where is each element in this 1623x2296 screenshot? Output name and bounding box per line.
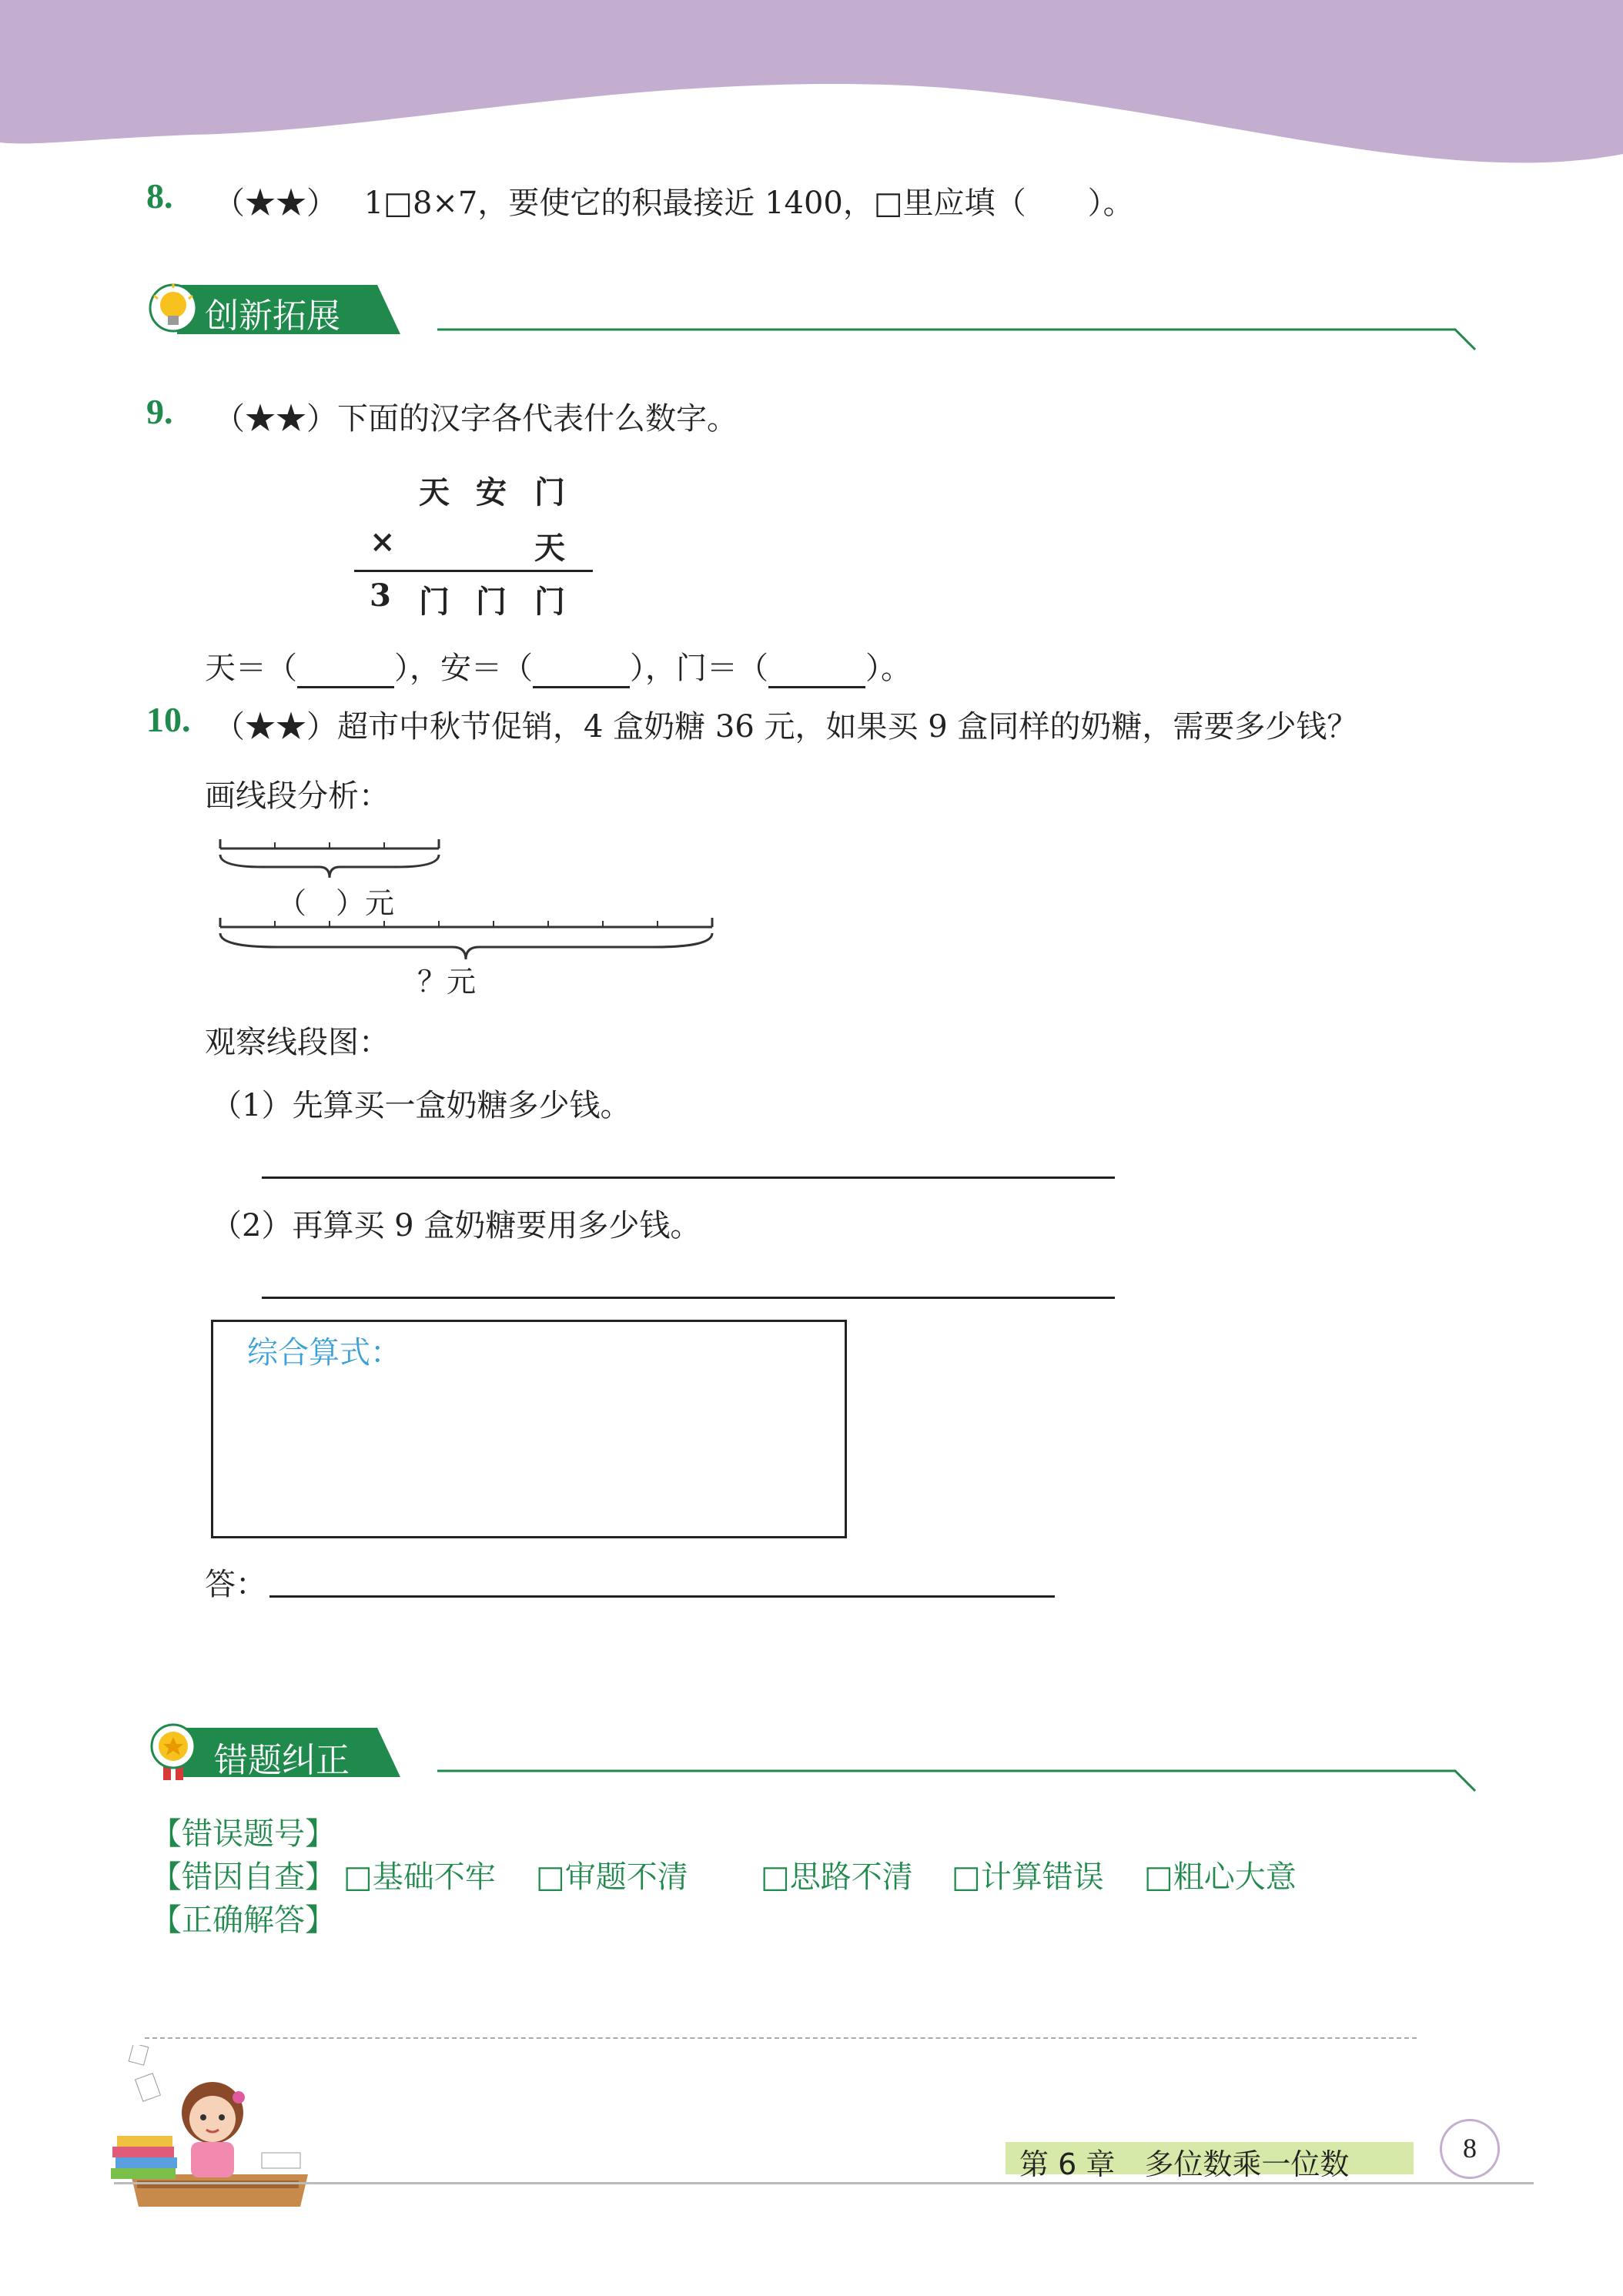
footer-divider: [145, 2037, 1417, 2039]
correct-answer-label: 【正确解答】: [151, 1903, 336, 1938]
calc-digit: 3: [370, 577, 391, 614]
step-2-text: （2）再算买 9 盒奶糖要用多少钱。: [211, 1208, 701, 1243]
checkbox-careless[interactable]: □粗心大意: [1144, 1859, 1297, 1895]
section-header-innovation: [146, 279, 408, 340]
step-1-answer-line[interactable]: [262, 1176, 1115, 1179]
question-8: [146, 176, 173, 216]
question-9-answer-line: [205, 644, 912, 688]
answer-blank[interactable]: [297, 651, 394, 688]
segment-2-label: ？元: [417, 965, 477, 999]
checkbox-calculation[interactable]: □计算错误: [952, 1859, 1104, 1895]
multiply-sign: ×: [370, 524, 396, 560]
combined-formula-box[interactable]: [211, 1320, 847, 1538]
question-number: 9.: [146, 392, 173, 431]
question-text: 1□8×7，要使它的积最接近 1400，□里应填（ ）。: [363, 186, 1134, 221]
checkbox-reading[interactable]: □审题不清: [536, 1859, 688, 1895]
checkbox-reasoning[interactable]: □思路不清: [761, 1859, 913, 1895]
page-number: 8: [1463, 2133, 1477, 2164]
section-header-errors: [146, 1720, 408, 1785]
question-text: 下面的汉字各代表什么数字。: [337, 401, 738, 437]
calc-digit: 门: [534, 474, 565, 510]
question-9-body: [214, 394, 738, 438]
checkbox-basics[interactable]: □基础不牢: [343, 1859, 496, 1895]
answer-label: ），安＝（: [394, 651, 533, 686]
answer-blank[interactable]: [768, 651, 865, 688]
question-8-body: [214, 179, 1134, 223]
step-1-text: （1）先算买一盒奶糖多少钱。: [211, 1088, 631, 1123]
step-2-answer-line[interactable]: [262, 1297, 1115, 1299]
difficulty-stars: （★★）: [214, 186, 337, 221]
error-cause-label: 【错因自查】: [151, 1859, 336, 1895]
chapter-title: 第 6 章 多位数乘一位数: [1019, 2147, 1350, 2181]
question-number: 10.: [146, 700, 191, 739]
calc-digit: 天: [534, 530, 565, 566]
question-text: 超市中秋节促销，4 盒奶糖 36 元，如果买 9 盒同样的奶糖，需要多少钱？: [337, 709, 1358, 745]
calc-digit: 天: [419, 474, 450, 510]
section-divider: [437, 323, 1478, 354]
observe-label: 观察线段图：: [205, 1025, 390, 1060]
question-9: [146, 391, 173, 432]
section-title: 创新拓展: [205, 296, 340, 336]
medal-icon: [146, 1720, 200, 1785]
calc-digit: 门: [534, 584, 565, 620]
section-title: 错题纠正: [214, 1741, 350, 1780]
answer-label: 答：: [205, 1567, 266, 1602]
answer-label: ），门＝（: [630, 651, 768, 686]
student-illustration: [108, 2045, 323, 2222]
calc-digit: 门: [476, 584, 507, 620]
difficulty-stars: （★★）: [214, 401, 337, 437]
error-cause-row: [151, 1853, 1383, 1896]
section-divider: [437, 1765, 1478, 1796]
question-number: 8.: [146, 176, 173, 216]
answer-label: 天＝（: [205, 651, 297, 686]
question-10: [146, 699, 191, 740]
answer-blank[interactable]: [533, 651, 630, 688]
lightbulb-icon: [146, 279, 200, 340]
combined-formula-label: 综合算式：: [247, 1335, 401, 1371]
chapter-title-bar: [1006, 2142, 1414, 2181]
header-wave-decoration: [0, 0, 1623, 177]
vertical-multiplication: [354, 462, 601, 620]
final-answer-line[interactable]: [269, 1595, 1055, 1598]
draw-segment-label: 画线段分析：: [205, 778, 390, 814]
segment-1-label: （ ）元: [277, 886, 395, 920]
question-10-body: [214, 702, 1357, 746]
error-number-label: 【错误题号】: [151, 1816, 336, 1852]
calc-digit: 门: [419, 584, 450, 620]
calc-line: [354, 570, 593, 572]
answer-label: ）。: [865, 651, 912, 686]
calc-digit: 安: [476, 474, 507, 510]
page-number-badge: [1440, 2119, 1500, 2179]
difficulty-stars: （★★）: [214, 709, 337, 745]
